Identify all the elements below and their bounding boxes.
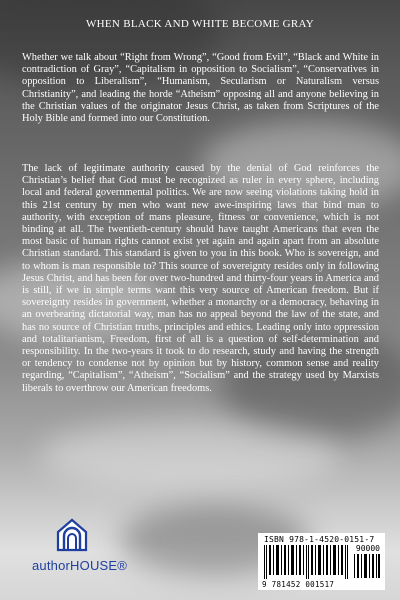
barcode-box: [258, 533, 385, 590]
light-cloud: [40, 420, 340, 490]
publisher-logo: [28, 518, 128, 580]
main-paragraph: The lack of legitimate authority caused by the denial of God reinforces the Christian’s belief that God must be recognized as ruler in every sphere, including local and federal governmental politics. We are now seeing violations taking hold in this 21st century by men who want new awe-inspiring laws that bind man to authority, with exception of mans pleasure, fitness or convenience, which is not binding at all. The twentieth-century should have taught Americans that even the most basic of human rights cannot exist yet again and again apart from an absolute Christian standard. This standard is given to you in this book. Who is sovereign, and to whom is man responsible to? This source of sovereignty resides only in following Jesus Christ, and has been for over two-hundred and thirty-four years in America and is still, if we in simple terms want this very source of American freedom. But if sovereignty resides in government, whether a monarchy or a democracy, behaving in an overbearing dictatorial way, man has no appeal beyond the law of the state, and has no source of Christian truths, principles and ethics. Leading only into oppression and totalitarianism, Freedom, first of all is a question of self-determination and responsibility. In the two-years it took to do research, study and having the strength or tendency to condense not by opinion but by history, common sense and reality regarding, “Capitalism”, “Atheism”, “Socialism” and the strategy used by Marxists liberals to overthrow our American freedoms.: [22, 163, 379, 394]
price-code: 90000: [355, 544, 380, 553]
isbn-label: ISBN 978-1-4520-0151-7: [264, 535, 375, 544]
barcode-icon: [264, 545, 350, 579]
book-title: WHEN BLACK AND WHITE BECOME GRAY: [85, 18, 315, 30]
house-icon: [54, 518, 90, 552]
ean-digits: 9 781452 001517: [262, 580, 335, 589]
price-barcode-icon: [354, 554, 380, 578]
intro-paragraph: Whether we talk about “Right from Wrong”, “Good from Evil”, “Black and White in contradiction of Gray”, “Capitalism in opposition to Socialism”, “Conservatives in opposition to Liberalism”, “Humanism, Secularism or Naturalism versus Christianity”, and leading the horde “Atheism” opposing all and anyone believing in the Christian values of the originator Jesus Christ, as taken from Scriptures of the Holy Bible and formed into our Constitution.: [22, 52, 379, 125]
publisher-name: authorHOUSE®: [32, 558, 128, 573]
